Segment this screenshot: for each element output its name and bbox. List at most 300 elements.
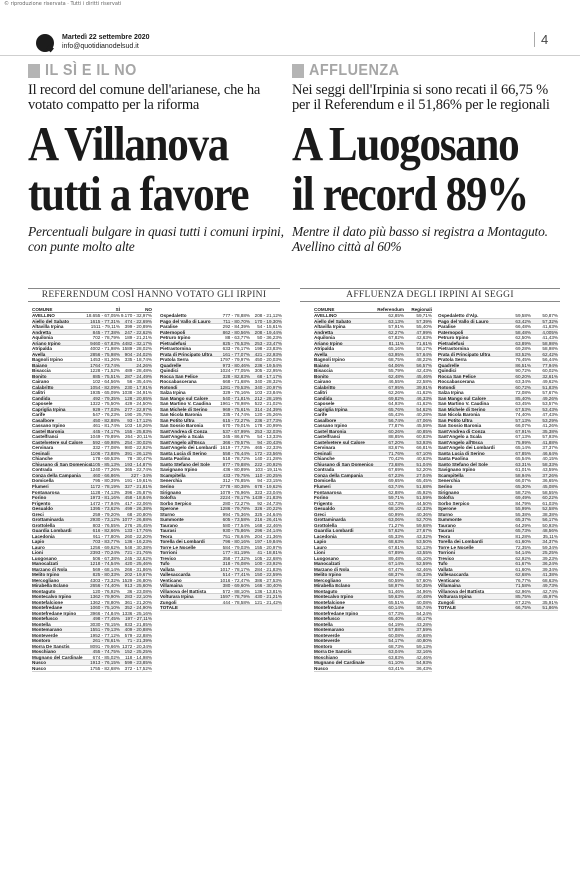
turnout-table-part-2: [438, 307, 558, 869]
contact-email[interactable]: info@quotidianodelsud.it: [62, 43, 139, 50]
value-cell: 54,17%: [388, 638, 404, 644]
municipality-cell: Santa Lucia di Serino: [438, 450, 485, 456]
value-cell: 93 - 17,12%: [127, 417, 152, 423]
municipality-cell: Manocalzati: [32, 561, 59, 567]
municipality-cell: Zungoli: [160, 599, 177, 605]
municipality-cell: Sirignano: [438, 489, 460, 495]
value-cell: 48,22%: [416, 357, 432, 363]
municipality-cell: TOTALE: [438, 605, 456, 611]
value-cell: 489 - 28,48%: [124, 368, 152, 374]
value-cell: 128 - 20,65%: [124, 395, 152, 401]
value-cell: 69,65%: [388, 478, 404, 484]
value-cell: 58,55%: [542, 489, 558, 495]
value-cell: 58,17%: [416, 346, 432, 352]
value-cell: 42,74%: [542, 588, 558, 594]
municipality-cell: Torella dei Lombardi: [438, 539, 483, 545]
value-cell: 68 - 17,17%: [257, 373, 282, 379]
value-cell: 67,22%: [515, 599, 531, 605]
municipality-cell: Pietradefusi: [160, 340, 187, 346]
municipality-cell: Pratola Serra: [438, 357, 467, 363]
value-cell: 1973 - 81,16%: [90, 495, 120, 501]
value-cell: 62,96%: [515, 588, 531, 594]
municipality-cell: Capriglia Irpina: [314, 406, 348, 412]
value-cell: 49,73%: [542, 583, 558, 589]
municipality-cell: Torre Le Nocelle: [438, 544, 474, 550]
value-cell: 37,37%: [542, 445, 558, 451]
value-cell: 60,26%: [388, 428, 404, 434]
value-cell: 1336 - 25,16%: [122, 610, 152, 616]
value-cell: 48,56%: [542, 528, 558, 534]
value-cell: 247 - 22,62%: [124, 329, 152, 335]
value-cell: 41 - 18,81%: [257, 550, 282, 556]
value-cell: 599 - 23,85%: [124, 660, 152, 666]
referendum-table: [32, 307, 282, 869]
municipality-cell: Chiusano di San Domenico: [314, 461, 374, 467]
value-cell: 84,79%: [515, 500, 531, 506]
value-cell: 57,88%: [388, 627, 404, 633]
value-cell: 4303 - 73,32%: [90, 577, 120, 583]
municipality-cell: Luogosano: [314, 555, 339, 561]
value-cell: 65,16%: [388, 346, 404, 352]
municipality-cell: Lioni: [32, 550, 43, 556]
value-cell: 326 - 20,22%: [254, 506, 282, 512]
value-cell: 155 - 25,83%: [124, 428, 152, 434]
value-cell: 85,40%: [515, 395, 531, 401]
municipality-cell: Caposele: [314, 401, 335, 407]
municipality-cell: Bonito: [32, 373, 47, 379]
value-cell: 1017 - 78,17%: [220, 566, 250, 572]
value-cell: 1038 - 34,91%: [122, 390, 152, 396]
municipality-cell: Solofra: [160, 495, 176, 501]
value-cell: 429 - 24,50%: [124, 401, 152, 407]
municipality-cell: Calabritto: [314, 384, 336, 390]
municipality-cell: Sant'Andrea di Conza: [160, 428, 208, 434]
municipality-cell: San Mango sul Calore: [160, 395, 208, 401]
value-cell: 323 - 23,04%: [254, 489, 282, 495]
municipality-cell: Quindici: [438, 368, 457, 374]
value-cell: 1016 - 72,47%: [220, 577, 250, 583]
value-cell: 904 - 24,02%: [124, 351, 152, 357]
value-cell: 314 - 24,39%: [254, 406, 282, 412]
municipality-cell: Sperone: [438, 506, 457, 512]
value-cell: 54,93%: [416, 660, 432, 666]
municipality-cell: Lapio: [32, 539, 45, 545]
municipality-cell: San Potito Ultra: [160, 417, 195, 423]
value-cell: 678 - 19,62%: [254, 483, 282, 489]
value-cell: 71,58%: [515, 583, 531, 589]
value-cell: 465 - 22,33%: [254, 445, 282, 451]
value-cell: 62,26%: [388, 390, 404, 396]
municipality-cell: Avella: [314, 351, 328, 357]
value-cell: 60,72%: [515, 384, 531, 390]
municipality-cell: Trevico: [438, 555, 455, 561]
value-cell: 674 - 85,02%: [92, 654, 120, 660]
value-cell: 74,40%: [515, 412, 531, 418]
municipality-cell: Cairano: [32, 379, 50, 385]
value-cell: 498 - 77,45%: [92, 616, 120, 622]
municipality-cell: Taurasi: [160, 528, 176, 534]
municipality-cell: Paternopoli: [438, 329, 464, 335]
municipality-cell: Petruro Irpino: [438, 335, 469, 341]
municipality-cell: Grottolella: [32, 522, 55, 528]
value-cell: 345 - 86,67%: [222, 434, 250, 440]
municipality-cell: Frigento: [32, 500, 51, 506]
value-cell: 444 - 78,58%: [222, 599, 250, 605]
value-cell: 499 - 26,38%: [124, 506, 152, 512]
value-cell: 633 - 76,17%: [222, 346, 250, 352]
value-cell: 85,75%: [515, 594, 531, 600]
value-cell: 68,10%: [388, 506, 404, 512]
value-cell: 1322 - 75,50%: [90, 401, 120, 407]
value-cell: 120 - 25,26%: [254, 412, 282, 418]
value-cell: 63,95%: [388, 351, 404, 357]
value-cell: 616 - 82,66%: [92, 528, 120, 534]
municipality-cell: Montella: [314, 621, 333, 627]
municipality-cell: Vallata: [438, 566, 453, 572]
municipality-cell: Montaguto: [32, 588, 56, 594]
value-cell: 172 - 23,56%: [254, 450, 282, 456]
value-cell: 59,71%: [388, 495, 404, 501]
value-cell: 62,68%: [515, 572, 531, 578]
value-cell: 105 - 22,68%: [254, 555, 282, 561]
municipality-cell: Aiello del Sabato: [314, 318, 352, 324]
value-cell: 56,57%: [416, 362, 432, 368]
value-cell: 283 - 22,10%: [124, 594, 152, 600]
municipality-cell: Flumeri: [32, 483, 49, 489]
municipality-cell: Villanova del Battista: [160, 588, 207, 594]
value-cell: 329 - 76,16%: [222, 390, 250, 396]
value-cell: 42,33%: [416, 506, 432, 512]
value-cell: 50,87%: [542, 313, 558, 318]
value-cell: 51,46%: [388, 588, 404, 594]
value-cell: 702 - 78,79%: [92, 335, 120, 341]
value-cell: 558 - 76,44%: [222, 450, 250, 456]
value-cell: 825 - 80,33%: [92, 572, 120, 578]
municipality-cell: Lauro: [314, 544, 327, 550]
value-cell: 537 - 67,99%: [222, 428, 250, 434]
value-cell: 58,72%: [515, 489, 531, 495]
value-cell: 67,20%: [388, 439, 404, 445]
value-cell: 3966 - 74,84%: [90, 610, 120, 616]
value-cell: 67,53%: [515, 406, 531, 412]
value-cell: 190 - 25,78%: [124, 412, 152, 418]
municipality-cell: Montecalvo Irpino: [32, 594, 72, 600]
value-cell: 58,94%: [515, 472, 531, 478]
value-cell: 77,87%: [388, 423, 404, 429]
municipality-cell: Capriglia Irpina: [32, 406, 66, 412]
value-cell: 39,34%: [542, 566, 558, 572]
value-cell: 592 - 69,98%: [92, 439, 120, 445]
value-cell: 65,33%: [388, 533, 404, 539]
value-cell: 63,34%: [515, 379, 531, 385]
section-bar-icon: [292, 64, 304, 78]
value-cell: 54 - 15,61%: [257, 324, 282, 330]
copyright-notice: © riproduzione riservata · Tutti i diritti riservati: [4, 1, 122, 7]
value-cell: 59,63%: [388, 594, 404, 600]
municipality-cell: Casalbore: [314, 417, 337, 423]
value-cell: 110 - 20,25%: [255, 472, 282, 478]
municipality-cell: San Nicola Baronia: [160, 412, 202, 418]
value-cell: 118 - 14,98%: [125, 654, 152, 660]
value-cell: 409 - 20,88%: [124, 627, 152, 633]
value-cell: 230 - 17,91%: [124, 384, 152, 390]
value-cell: 777 - 78,88%: [222, 313, 250, 318]
value-cell: 41,26%: [542, 423, 558, 429]
value-cell: 133 - 17,76%: [124, 528, 152, 534]
municipality-cell: Baiano: [314, 362, 330, 368]
value-cell: 68,63%: [542, 577, 558, 583]
municipality-cell: Savignano Irpino: [160, 467, 198, 473]
municipality-cell: Taurasi: [438, 528, 454, 534]
value-cell: 41,62%: [416, 401, 432, 407]
municipality-cell: Sant'Andrea di Conza: [438, 428, 486, 434]
value-cell: 711 - 80,70%: [223, 318, 250, 324]
municipality-cell: Ospedaletto: [160, 313, 187, 318]
issue-date: Martedì 22 settembre 2020: [62, 34, 150, 41]
kicker: Nei seggi dell'Irpinia si sono recati il 66,75 % per il Referendum e il 51,86% per le regionali: [292, 82, 550, 113]
value-cell: 57,39%: [416, 318, 432, 324]
municipality-cell: Cesinali: [32, 450, 50, 456]
value-cell: 52,20%: [416, 467, 432, 473]
municipality-cell: Ariano Irpino: [32, 340, 61, 346]
value-cell: 264 - 20,11%: [125, 434, 152, 440]
turnout-table-part-1: [314, 307, 432, 869]
column-header: Regionali: [411, 307, 432, 312]
value-cell: 55,74%: [416, 605, 432, 611]
value-cell: 86,51%: [515, 362, 531, 368]
municipality-cell: Gesualdo: [314, 506, 335, 512]
municipality-cell: Nusco: [32, 666, 47, 671]
value-cell: [250, 605, 282, 610]
municipality-cell: Andretta: [314, 329, 333, 335]
municipality-cell: Montoro: [314, 643, 333, 649]
value-cell: 46,55%: [388, 379, 404, 385]
municipality-cell: Contrada: [32, 467, 53, 473]
municipality-cell: Altavilla Irpina: [314, 324, 346, 330]
municipality-cell: Paralise: [438, 324, 456, 330]
value-cell: 450 - 82,88%: [92, 417, 120, 423]
value-cell: 63,31%: [515, 461, 531, 467]
municipality-cell: Castel Baronia: [32, 428, 65, 434]
value-cell: 36 - 23,08%: [127, 588, 152, 594]
value-cell: 55,99%: [515, 506, 531, 512]
municipality-cell: Serino: [160, 483, 175, 489]
value-cell: 518 - 78,72%: [222, 456, 250, 462]
value-cell: 45,46%: [416, 373, 432, 379]
value-cell: 328 - 82,83%: [222, 373, 250, 379]
municipality-cell: San Martino V. Caudina: [160, 401, 211, 407]
municipality-cell: Cervinara: [314, 445, 336, 451]
value-cell: 57,60%: [416, 577, 432, 583]
value-cell: 94 - 20,43%: [257, 439, 282, 445]
value-cell: 67,95%: [388, 384, 404, 390]
value-cell: 3030 - 78,15%: [90, 621, 120, 627]
value-cell: 59,34%: [542, 544, 558, 550]
value-cell: 50,35%: [416, 583, 432, 589]
value-cell: 67,23%: [388, 472, 404, 478]
value-cell: 197 - 19,84%: [254, 539, 282, 545]
value-cell: 1024 - 77,05%: [220, 368, 250, 374]
municipality-cell: Aquilonia: [314, 335, 335, 341]
municipality-cell: Calitri: [314, 390, 328, 396]
value-cell: 796 - 80,16%: [222, 539, 250, 545]
value-cell: 70,42%: [388, 456, 404, 462]
value-cell: 62,92%: [515, 555, 531, 561]
value-cell: 492 - 79,35%: [92, 395, 120, 401]
value-cell: 47,43%: [542, 412, 558, 418]
value-cell: 43,55%: [416, 550, 432, 556]
value-cell: 72,08%: [515, 390, 531, 396]
municipality-cell: Torrioni: [438, 550, 456, 556]
municipality-cell: Paternopoli: [160, 329, 186, 335]
value-cell: 287 - 24,49%: [124, 373, 152, 379]
municipality-cell: Grottolella: [314, 522, 337, 528]
value-cell: 76,45%: [515, 357, 531, 363]
value-cell: 121 - 21,42%: [254, 599, 282, 605]
municipality-cell: Pratola Serra: [160, 357, 189, 363]
municipality-cell: Domicella: [32, 478, 54, 484]
value-cell: 58,98%: [542, 340, 558, 346]
value-cell: 68 - 20,80%: [127, 511, 152, 517]
value-cell: 335 - 74,74%: [222, 412, 250, 418]
value-cell: 57,91%: [388, 324, 404, 330]
municipality-cell: Domicella: [314, 478, 336, 484]
municipality-cell: Zungoli: [438, 599, 455, 605]
municipality-cell: Cassano Irpino: [314, 423, 348, 429]
value-cell: 45,92%: [416, 489, 432, 495]
value-cell: 57,93%: [542, 434, 558, 440]
value-cell: 433 - 79,75%: [222, 472, 250, 478]
value-cell: 51,04%: [416, 461, 432, 467]
value-cell: 1913 - 76,15%: [90, 660, 120, 666]
value-cell: 670 - 79,01%: [222, 423, 250, 429]
value-cell: 332 - 77,08%: [92, 445, 120, 451]
value-cell: 51,68%: [416, 483, 432, 489]
value-cell: 522 - 21,02%: [254, 401, 282, 407]
value-cell: 1551 - 79,13%: [90, 627, 120, 633]
value-cell: 57,67%: [542, 390, 558, 396]
column-header: COMUNE: [32, 307, 53, 312]
value-cell: 1281 - 79,53%: [220, 384, 250, 390]
municipality-cell: Santo Stefano del Sole: [160, 461, 210, 467]
municipality-cell: Sant'Angelo a Scala: [438, 434, 482, 440]
municipality-cell: Rocca San Felice: [438, 373, 476, 379]
value-cell: 63,42%: [515, 318, 531, 324]
municipality-cell: Teora: [160, 533, 173, 539]
value-cell: 913 - 25,60%: [124, 583, 152, 589]
municipality-cell: Teora: [438, 533, 451, 539]
value-cell: 276 - 25,45%: [124, 522, 152, 528]
value-cell: 155 - 20,97%: [254, 544, 282, 550]
value-cell: 62,48%: [388, 373, 404, 379]
value-cell: 59,58%: [515, 313, 531, 318]
municipality-cell: Morra De Sanctis: [314, 649, 352, 655]
value-cell: 41,88%: [542, 439, 558, 445]
municipality-cell: Pago del Vallo di Lauro: [160, 318, 211, 324]
value-cell: 40,68%: [416, 632, 432, 638]
value-cell: 57,64%: [416, 351, 432, 357]
value-cell: 580 - 77,54%: [222, 522, 250, 528]
municipality-cell: Melito Irpino: [32, 572, 60, 578]
value-cell: 461 - 81,74%: [92, 423, 120, 429]
value-cell: 68,63%: [388, 539, 404, 545]
value-cell: 1079 - 76,96%: [220, 489, 250, 495]
value-cell: 417 - 22,06%: [124, 500, 152, 506]
municipality-cell: Fontanarosa: [314, 489, 342, 495]
value-cell: 51,86%: [542, 605, 558, 611]
municipality-cell: Venticano: [438, 577, 460, 583]
value-cell: 56,44%: [542, 357, 558, 363]
value-cell: 1589 - 28,02%: [122, 346, 152, 352]
municipality-cell: Bisaccia: [314, 368, 333, 374]
referendum-table-title: REFERENDUM COSÌ HANNO VOTATO GLI IRPINI: [28, 288, 280, 302]
value-cell: 56,17%: [542, 517, 558, 523]
value-cell: 62,46%: [416, 566, 432, 572]
value-cell: 102 - 64,56%: [92, 379, 120, 385]
value-cell: 969 - 75,61%: [222, 406, 250, 412]
value-cell: 73,68%: [388, 461, 404, 467]
value-cell: 43,59%: [542, 467, 558, 473]
value-cell: 57,62%: [388, 528, 404, 534]
municipality-cell: Scampitella: [160, 472, 186, 478]
value-cell: 1256 - 69,62%: [90, 544, 120, 550]
value-cell: 54,24%: [416, 610, 432, 616]
value-cell: 57,32%: [542, 318, 558, 324]
municipality-cell: Marzano di Nola: [32, 566, 68, 572]
value-cell: 227 - 34%: [131, 472, 152, 478]
municipality-cell: Fontanarosa: [32, 489, 60, 495]
municipality-cell: Monteverde: [32, 632, 58, 638]
value-cell: 569 - 68,14%: [92, 566, 120, 572]
value-cell: 46,33%: [416, 395, 432, 401]
value-cell: 88,85%: [388, 434, 404, 440]
value-cell: 325 - 24,64%: [254, 511, 282, 517]
municipality-cell: Prata di Principato Ultra: [160, 351, 213, 357]
value-cell: 75,99%: [515, 439, 531, 445]
headline-line-2: il record 89%: [292, 166, 528, 221]
value-cell: 81,28%: [515, 533, 531, 539]
municipality-cell: Santa Lucia di Serino: [160, 450, 207, 456]
value-cell: 34,37%: [542, 539, 558, 545]
municipality-cell: Summonte: [160, 517, 184, 523]
column-header: SÌ: [115, 307, 120, 312]
value-cell: 579 - 22,88%: [124, 632, 152, 638]
value-cell: 284 - 21,83%: [254, 566, 282, 572]
value-cell: 216 - 26,41%: [254, 517, 282, 523]
value-cell: 52,13%: [416, 544, 432, 550]
value-cell: 1106 - 73,88%: [90, 450, 120, 456]
municipality-cell: Guardia Lombardi: [314, 528, 354, 534]
municipality-cell: Pietrastornina: [438, 346, 469, 352]
value-cell: 40,80%: [416, 638, 432, 644]
value-cell: 58,33%: [542, 461, 558, 467]
municipality-cell: Sant'Angelo dei Lombardi: [438, 445, 495, 451]
turnout-table: [314, 307, 558, 869]
value-cell: 67,13%: [515, 434, 531, 440]
value-cell: 50 - 36,23%: [257, 335, 282, 341]
municipality-cell: Forino: [32, 495, 47, 501]
value-cell: 60,22%: [542, 495, 558, 501]
value-cell: 2224 - 78,17%: [220, 495, 250, 501]
value-cell: 43,32%: [416, 533, 432, 539]
value-cell: 40,08%: [416, 599, 432, 605]
value-cell: 795 - 80,39%: [92, 478, 120, 484]
value-cell: 62,50%: [515, 335, 531, 341]
municipality-cell: Montemarano: [314, 627, 345, 633]
value-cell: 77,94%: [542, 362, 558, 368]
value-cell: 65,54%: [515, 456, 531, 462]
kicker: Il record del comune dell'arianese, che ha votato compatto per la riforma: [28, 82, 261, 113]
